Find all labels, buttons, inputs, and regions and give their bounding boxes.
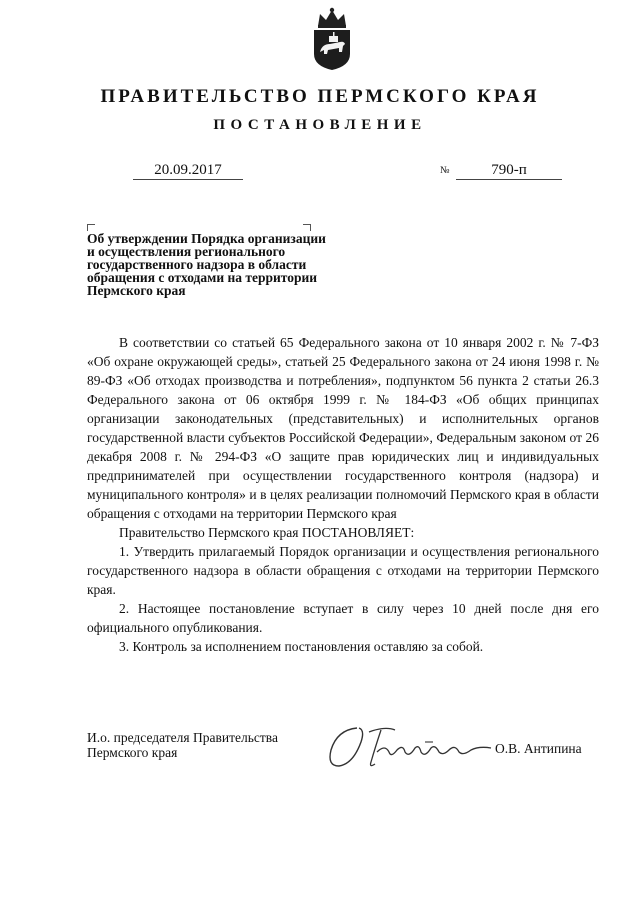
subject-line: обращения с отходами на территории bbox=[87, 270, 318, 285]
subject-line: государственного надзора в области bbox=[87, 257, 307, 272]
subject-corner-right bbox=[303, 224, 311, 231]
clause-1-paragraph: 1. Утвердить прилагаемый Порядок организации и осуществления регионального государственного надзора в области обращения с отходами на территории Пермского края. bbox=[87, 544, 599, 597]
resolves-paragraph: Правительство Пермского края ПОСТАНОВЛЯЕТ: bbox=[119, 525, 415, 540]
signer-position-line: И.о. председателя Правительства bbox=[87, 730, 278, 745]
document-number: 790-п bbox=[456, 160, 562, 180]
handwritten-signature bbox=[325, 722, 495, 774]
subject-corner-left bbox=[87, 224, 95, 231]
document-body bbox=[87, 333, 599, 656]
signer-name: О.В. Антипина bbox=[495, 741, 582, 756]
preamble-paragraph: В соответствии со статьей 65 Федерального закона от 10 января 2002 г. № 7-ФЗ «Об охране окружающей среды», статьей 25 Федерального закона от 24 июня 1998 г. № 89-ФЗ «Об отходах производства и потребления», подпунктом 56 пункта 2 статьи 26.3 Федерального закона от 06 октября 1999 г. № 184-ФЗ «Об общих принципах организации законодательных (представительных) и исполнительных органов государственной власти субъектов Российской Федерации», Федеральным законом от 26 декабря 2008 г. № 294-ФЗ «О защите прав юридических лиц и индивидуальных предпринимателей при осуществлении государственного контроля (надзора) и муниципального контроля» и в целях реализации полномочий Пермского края в области обращения с отходами на территории Пермского края bbox=[87, 335, 599, 521]
number-sign: № bbox=[440, 165, 450, 176]
signer-position-line: Пермского края bbox=[87, 745, 178, 760]
organization-title: ПРАВИТЕЛЬСТВО ПЕРМСКОГО КРАЯ bbox=[100, 86, 540, 107]
document-subject bbox=[87, 232, 387, 297]
subject-line: Пермского края bbox=[87, 283, 186, 298]
perm-krai-coat-of-arms-icon bbox=[302, 6, 362, 72]
clause-2-paragraph: 2. Настоящее постановление вступает в силу через 10 дней после дня его официального опубликования. bbox=[87, 601, 599, 635]
signer-position bbox=[87, 730, 278, 760]
document-kind: ПОСТАНОВЛЕНИЕ bbox=[213, 117, 427, 133]
subject-line: Об утверждении Порядка организации bbox=[87, 231, 326, 246]
clause-3-paragraph: 3. Контроль за исполнением постановления оставляю за собой. bbox=[119, 639, 484, 654]
subject-line: и осуществления регионального bbox=[87, 244, 286, 259]
document-date: 20.09.2017 bbox=[133, 160, 243, 180]
